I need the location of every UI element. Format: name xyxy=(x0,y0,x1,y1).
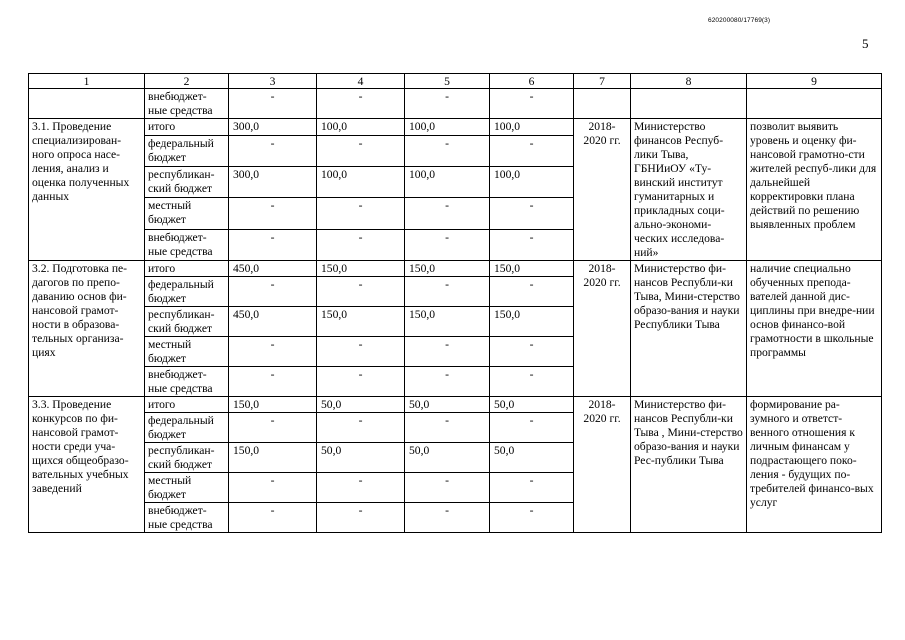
value-cell: - xyxy=(229,337,317,367)
column-header: 7 xyxy=(574,74,631,89)
period-cell xyxy=(574,89,631,119)
value-cell: 50,0 xyxy=(405,443,490,473)
value-cell: 50,0 xyxy=(405,397,490,413)
table-row xyxy=(29,261,882,277)
page-number: 5 xyxy=(862,36,869,51)
value-cell: - xyxy=(405,198,490,229)
funding-source: республикан-ский бюджет xyxy=(145,307,229,337)
column-header: 5 xyxy=(405,74,490,89)
value-cell: 100,0 xyxy=(405,119,490,136)
funding-source: итого xyxy=(145,397,229,413)
value-cell: 50,0 xyxy=(490,443,574,473)
value-cell: 450,0 xyxy=(229,307,317,337)
value-cell: - xyxy=(229,135,317,166)
funding-source: федеральный бюджет xyxy=(145,277,229,307)
table-row xyxy=(29,89,882,119)
value-cell: 150,0 xyxy=(229,443,317,473)
value-cell: 300,0 xyxy=(229,119,317,136)
value-cell: 450,0 xyxy=(229,261,317,277)
executor-cell: Министерство фи-нансов Республи-ки Тыва , Мини-стерство образо-вания и науки Рес-публики Тыва xyxy=(631,397,747,533)
value-cell: - xyxy=(317,473,405,503)
column-header: 9 xyxy=(747,74,882,89)
column-header: 3 xyxy=(229,74,317,89)
value-cell: - xyxy=(405,473,490,503)
value-cell: - xyxy=(229,198,317,229)
value-cell: - xyxy=(405,277,490,307)
funding-source: итого xyxy=(145,261,229,277)
value-cell: 100,0 xyxy=(490,167,574,198)
value-cell: 150,0 xyxy=(317,307,405,337)
value-cell: - xyxy=(405,503,490,533)
value-cell: - xyxy=(229,413,317,443)
activity-cell xyxy=(29,89,145,119)
document-id: 620200080/17769(3) xyxy=(708,17,771,24)
value-cell: 150,0 xyxy=(317,261,405,277)
funding-source: итого xyxy=(145,119,229,136)
column-header: 8 xyxy=(631,74,747,89)
value-cell: - xyxy=(317,503,405,533)
funding-source: внебюджет-ные средства xyxy=(145,503,229,533)
funding-source: внебюджет-ные средства xyxy=(145,367,229,397)
result-cell: формирование ра-зумного и ответст-венного отношения к личным финансам у подрастающего поко-ления - будущих по-требителей финансо-вых услуг xyxy=(747,397,882,533)
result-cell: наличие специально обученных препода-вателей данной дис-циплины при внедре-нии основ финансо-вой грамотности в школьные программы xyxy=(747,261,882,397)
value-cell: - xyxy=(405,413,490,443)
funding-source: внебюджет-ные средства xyxy=(145,229,229,260)
value-cell: - xyxy=(405,367,490,397)
value-cell: - xyxy=(490,229,574,260)
value-cell: 100,0 xyxy=(405,167,490,198)
value-cell: - xyxy=(229,503,317,533)
value-cell: - xyxy=(405,135,490,166)
value-cell: - xyxy=(490,135,574,166)
executor-cell: Министерство фи-нансов Республи-ки Тыва, Мини-стерство образо-вания и науки Республики Тыва xyxy=(631,261,747,397)
value-cell: - xyxy=(229,229,317,260)
executor-cell: Министерство финансов Респуб-лики Тыва, ГБНИиОУ «Ту-винский институт гуманитарных и прикладных соци-ально-экономи-ческих исследова-ний» xyxy=(631,119,747,261)
activity-title: 3.3. Проведение конкурсов по фи-нансовой грамот-ности среди уча-щихся общеобразо-вательных учебных заведений xyxy=(29,397,145,533)
value-cell: 50,0 xyxy=(317,443,405,473)
value-cell: - xyxy=(229,89,317,119)
value-cell: - xyxy=(317,413,405,443)
period-cell: 2018- 2020 гг. xyxy=(574,397,631,533)
value-cell: - xyxy=(490,277,574,307)
column-header: 1 xyxy=(29,74,145,89)
funding-source: местный бюджет xyxy=(145,337,229,367)
table-row xyxy=(29,119,882,136)
result-cell xyxy=(747,89,882,119)
value-cell: 150,0 xyxy=(490,261,574,277)
value-cell: 50,0 xyxy=(317,397,405,413)
program-activities-table xyxy=(28,73,882,533)
header-row xyxy=(29,74,882,89)
value-cell: - xyxy=(317,198,405,229)
column-header: 6 xyxy=(490,74,574,89)
value-cell: - xyxy=(317,229,405,260)
column-header: 4 xyxy=(317,74,405,89)
value-cell: 150,0 xyxy=(490,307,574,337)
value-cell: - xyxy=(229,473,317,503)
value-cell: - xyxy=(229,367,317,397)
value-cell: - xyxy=(490,198,574,229)
funding-source: республикан-ский бюджет xyxy=(145,167,229,198)
value-cell: 300,0 xyxy=(229,167,317,198)
value-cell: 150,0 xyxy=(405,307,490,337)
funding-source: федеральный бюджет xyxy=(145,135,229,166)
funding-source: местный бюджет xyxy=(145,198,229,229)
value-cell: - xyxy=(405,89,490,119)
value-cell: 150,0 xyxy=(229,397,317,413)
value-cell: - xyxy=(229,277,317,307)
value-cell: - xyxy=(405,337,490,367)
value-cell: - xyxy=(317,135,405,166)
value-cell: 100,0 xyxy=(317,119,405,136)
funding-source: внебюджет- ные средства xyxy=(145,89,229,119)
value-cell: - xyxy=(317,89,405,119)
value-cell: - xyxy=(317,337,405,367)
value-cell: - xyxy=(490,503,574,533)
value-cell: - xyxy=(405,229,490,260)
value-cell: - xyxy=(490,413,574,443)
value-cell: - xyxy=(490,89,574,119)
activity-title: 3.2. Подготовка пе-дагогов по препо-даванию основ фи-нансовой грамот-ности в образова-тельных организа-циях xyxy=(29,261,145,397)
column-header: 2 xyxy=(145,74,229,89)
value-cell: 100,0 xyxy=(317,167,405,198)
value-cell: - xyxy=(490,473,574,503)
value-cell: 50,0 xyxy=(490,397,574,413)
funding-source: местный бюджет xyxy=(145,473,229,503)
value-cell: - xyxy=(490,367,574,397)
executor-cell xyxy=(631,89,747,119)
activity-title: 3.1. Проведение специализирован-ного опроса насе-ления, анализ и оценка полученных данных xyxy=(29,119,145,261)
period-cell: 2018- 2020 гг. xyxy=(574,119,631,261)
period-cell: 2018- 2020 гг. xyxy=(574,261,631,397)
value-cell: - xyxy=(490,337,574,367)
result-cell: позволит выявить уровень и оценку фи-нансовой грамотно-сти жителей респуб-лики для дальнейшей корректировки плана действий по решению выявленных проблем xyxy=(747,119,882,261)
value-cell: - xyxy=(317,277,405,307)
value-cell: - xyxy=(317,367,405,397)
value-cell: 150,0 xyxy=(405,261,490,277)
value-cell: 100,0 xyxy=(490,119,574,136)
table-row xyxy=(29,397,882,413)
funding-source: федеральный бюджет xyxy=(145,413,229,443)
funding-source: республикан-ский бюджет xyxy=(145,443,229,473)
